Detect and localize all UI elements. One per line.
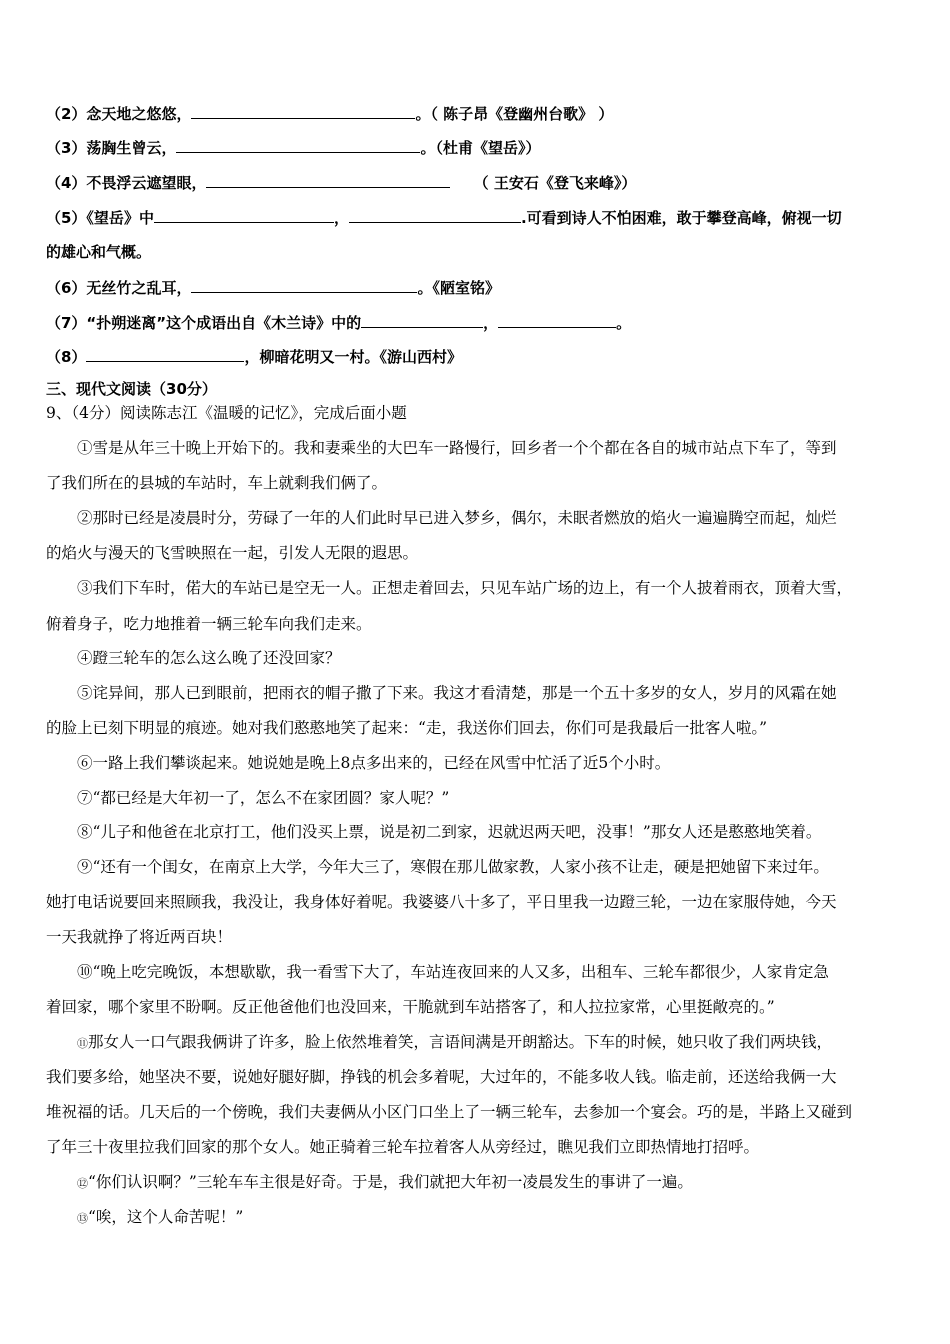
paragraph-4-line: ④蹬三轮车的怎么这么晚了还没回家？ [77,649,341,667]
paragraph-10-line: 着回家，哪个家里不盼啊。反正他爸他们也没回来，干脆就到车站搭客了，和人拉拉家常，心里挺敞亮的。” [46,998,775,1016]
blank-item-5: （5）《望岳》中 ， .可看到诗人不怕困难，敢于攀登高峰，俯视一切 [46,205,916,230]
blank-item-6: （6）无丝竹之乱耳， 。《陋室铭》 [46,275,916,300]
answer-blank[interactable] [498,310,616,328]
paragraph-1-line: ①雪是从年三十晚上开始下的。我和妻乘坐的大巴车一路慢行，回乡者一个个都在各自的城市站点下车了，等到 [77,439,837,457]
paragraph-mark: ⑬ [77,1212,88,1225]
paragraph-2-line: ②那时已经是凌晨时分，劳碌了一年的人们此时早已进入梦乡，偶尔，未眠者燃放的焰火一遍遍腾空而起，灿烂 [77,509,837,527]
blank-item-2: （2）念天地之悠悠， 。（ 陈子昂《登幽州台歌》 ） [46,101,916,126]
section-title: 三、现代文阅读（30分） [46,380,217,398]
answer-blank[interactable] [206,170,450,188]
paragraph-11-line: 堆祝福的话。几天后的一个傍晚，我们夫妻俩从小区门口坐上了一辆三轮车，去参加一个宴会。巧的是，半路上又碰到 [46,1103,853,1121]
answer-blank[interactable] [191,101,415,119]
paragraph-2-line: 的焰火与漫天的飞雪映照在一起，引发人无限的遐思。 [46,544,419,562]
blank-item-7: （7）“扑朔迷离”这个成语出自《木兰诗》中的 ， 。 [46,310,916,335]
paragraph-9-line: ⑨“还有一个闺女，在南京上大学，今年大三了，寒假在那儿做家教，人家小孩不让走，硬是把她留下来过年。 [77,858,829,876]
paragraph-6-line: ⑥一路上我们攀谈起来。她说她是晚上8点多出来的，已经在风雪中忙活了近5个小时。 [77,754,671,772]
paragraph-mark: ⑫ [77,1177,88,1190]
answer-blank[interactable] [191,275,417,293]
paragraph-11-line: ⑪那女人一口气跟我俩讲了许多，脸上依然堆着笑，言语间满是开朗豁达。下车的时候，她只收了我们两块钱， [77,1033,833,1051]
blank-item-3: （3）荡胸生曾云， 。（杜甫《望岳》） [46,135,916,160]
answer-blank[interactable] [86,344,244,362]
paragraph-5-line: ⑤诧异间，那人已到眼前，把雨衣的帽子撒了下来。我这才看清楚，那是一个五十多岁的女人，岁月的风霜在她 [77,684,837,702]
paragraph-8-line: ⑧“儿子和他爸在北京打工，他们没买上票，说是初二到家，迟就迟两天吧，没事！”那女人还是憨憨地笑着。 [77,823,822,841]
paragraph-11-line: 我们要多给，她坚决不要，说她好腿好脚，挣钱的机会多着呢，大过年的，不能多收人钱。临走前，还送给我俩一大 [46,1068,837,1086]
paragraph-1-line: 了我们所在的县城的车站时，车上就剩我们俩了。 [46,474,388,492]
paragraph-5-line: 的脸上已刻下明显的痕迹。她对我们憨憨地笑了起来：“走，我送你们回去，你们可是我最后一批客人啦。” [46,719,768,737]
paragraph-9-line: 一天我就挣了将近两百块！ [46,928,233,946]
paragraph-10-line: ⑩“晚上吃完晚饭，本想歇歇，我一看雪下大了，车站连夜回来的人又多，出租车、三轮车都很少，人家肯定急 [77,963,829,981]
answer-blank[interactable] [361,310,483,328]
answer-blank[interactable] [349,205,521,223]
paragraph-11-line: 了年三十夜里拉我们回家的那个女人。她正骑着三轮车拉着客人从旁经过，瞧见我们立即热情地打招呼。 [46,1138,760,1156]
question-9: 9、（4分）阅读陈志江《温暖的记忆》，完成后面小题 [46,404,407,422]
paragraph-13-line: ⑬“唉，这个人命苦呢！” [77,1208,244,1226]
paragraph-mark: ⑪ [77,1037,88,1050]
paragraph-7-line: ⑦“都已经是大年初一了，怎么不在家团圆？家人呢？” [77,789,450,807]
paragraph-9-line: 她打电话说要回来照顾我，我没让，我身体好着呢。我婆婆八十多了，平日里我一边蹬三轮，一边在家服侍她，今天 [46,893,837,911]
paragraph-3-line: 俯着身子，吃力地推着一辆三轮车向我们走来。 [46,615,372,633]
paragraph-3-line: ③我们下车时，偌大的车站已是空无一人。正想走着回去，只见车站广场的边上，有一个人披着雨衣，顶着大雪， [77,579,853,597]
answer-blank[interactable] [154,205,334,223]
paragraph-12-line: ⑫“你们认识啊？”三轮车车主很是好奇。于是，我们就把大年初一凌晨发生的事讲了一遍。 [77,1173,693,1191]
blank-item-5-cont: 的雄心和气概。 [46,243,152,261]
blank-item-8: （8） ，柳暗花明又一村。《游山西村》 [46,344,916,369]
answer-blank[interactable] [176,135,420,153]
blank-item-4: （4）不畏浮云遮望眼， （ 王安石《登飞来峰》） [46,170,916,195]
